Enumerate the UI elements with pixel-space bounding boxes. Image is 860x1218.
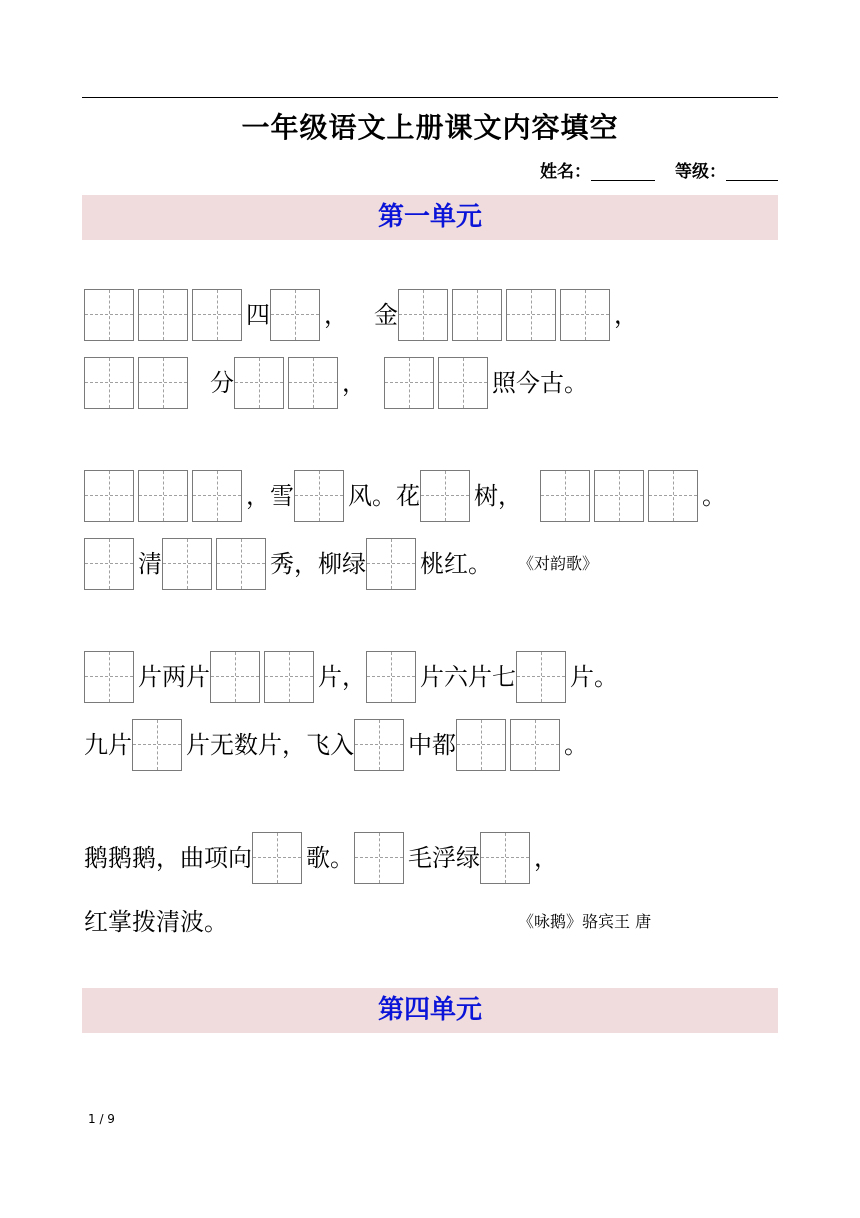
source-citation: 《咏鹅》骆宾王 唐 [518, 912, 652, 931]
passage-4-line-1 [84, 832, 558, 884]
char-box[interactable] [84, 538, 134, 590]
char-box[interactable] [288, 357, 338, 409]
passage-3-line-1 [84, 651, 618, 703]
char-box[interactable] [84, 289, 134, 341]
passage-text: 四 [246, 301, 270, 329]
char-box[interactable] [354, 832, 404, 884]
passage-text: 红掌拨清波。 [84, 908, 228, 936]
passage-text: 树， [474, 482, 522, 510]
grade-blank[interactable] [726, 162, 778, 181]
passage-2-line-2 [84, 538, 598, 590]
passage-text: ， [534, 844, 558, 872]
passage-3-line-2 [84, 719, 588, 771]
unit-heading-1: 第一单元 [82, 195, 778, 240]
char-box[interactable] [366, 651, 416, 703]
char-box[interactable] [354, 719, 404, 771]
grade-label: 等级： [675, 162, 726, 182]
char-box[interactable] [384, 357, 434, 409]
passage-text: 。 [702, 482, 726, 510]
char-box[interactable] [84, 470, 134, 522]
passage-text: ， [342, 369, 366, 397]
top-rule [82, 97, 778, 98]
passage-2-line-1 [84, 470, 726, 522]
name-blank[interactable] [591, 162, 655, 181]
char-box[interactable] [192, 470, 242, 522]
passage-text: 清 [138, 550, 162, 578]
passage-text: 片两片 [138, 663, 210, 691]
char-box[interactable] [452, 289, 502, 341]
char-box[interactable] [84, 651, 134, 703]
unit-heading-4: 第四单元 [82, 988, 778, 1033]
passage-text: 金 [374, 301, 398, 329]
passage-text: 中都 [408, 731, 456, 759]
passage-4-line-2 [84, 896, 651, 948]
char-box[interactable] [480, 832, 530, 884]
char-box[interactable] [216, 538, 266, 590]
passage-text: 片六片七 [420, 663, 516, 691]
char-box[interactable] [192, 289, 242, 341]
char-box[interactable] [270, 289, 320, 341]
char-box[interactable] [560, 289, 610, 341]
source-citation: 《对韵歌》 [518, 554, 599, 573]
passage-text: ，雪 [246, 482, 294, 510]
passage-1-line-1 [84, 289, 638, 341]
char-box[interactable] [138, 357, 188, 409]
passage-text: 。 [564, 731, 588, 759]
passage-text: 毛浮绿 [408, 844, 480, 872]
char-box[interactable] [594, 470, 644, 522]
char-box[interactable] [162, 538, 212, 590]
char-box[interactable] [398, 289, 448, 341]
char-box[interactable] [540, 470, 590, 522]
char-box[interactable] [438, 357, 488, 409]
page-title: 一年级语文上册课文内容填空 [241, 111, 619, 144]
char-box[interactable] [138, 289, 188, 341]
passage-text: 鹅鹅鹅，曲项向 [84, 844, 252, 872]
passage-text: 照今古。 [492, 369, 588, 397]
char-box[interactable] [252, 832, 302, 884]
passage-text: 片， [318, 663, 366, 691]
char-box[interactable] [648, 470, 698, 522]
passage-text: ， [614, 301, 638, 329]
char-box[interactable] [516, 651, 566, 703]
char-box[interactable] [456, 719, 506, 771]
char-box[interactable] [420, 470, 470, 522]
char-box[interactable] [234, 357, 284, 409]
passage-text: 片无数片，飞入 [186, 731, 354, 759]
char-box[interactable] [210, 651, 260, 703]
name-label: 姓名： [540, 162, 591, 182]
passage-text: 秀，柳绿 [270, 550, 366, 578]
passage-text: 九片 [84, 731, 132, 759]
passage-text: 歌。 [306, 844, 354, 872]
char-box[interactable] [294, 470, 344, 522]
passage-text: 风。花 [348, 482, 420, 510]
char-box[interactable] [132, 719, 182, 771]
passage-1-line-2 [84, 357, 588, 409]
student-info [540, 160, 778, 184]
char-box[interactable] [506, 289, 556, 341]
char-box[interactable] [366, 538, 416, 590]
passage-text: 分 [210, 369, 234, 397]
passage-text: ， [324, 301, 348, 329]
char-box[interactable] [510, 719, 560, 771]
passage-text: 片。 [570, 663, 618, 691]
char-box[interactable] [138, 470, 188, 522]
page-number: 1 / 9 [88, 1112, 115, 1126]
passage-text: 桃红。 [420, 550, 492, 578]
char-box[interactable] [264, 651, 314, 703]
char-box[interactable] [84, 357, 134, 409]
